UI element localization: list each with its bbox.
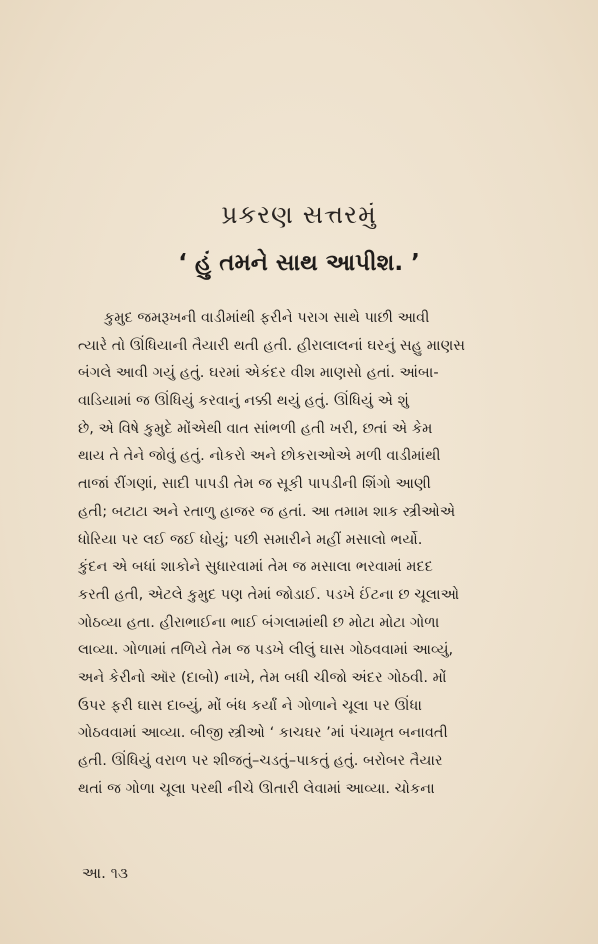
- text-line: ઉપર ફરી ઘાસ દાબ્યું, મોં બંધ કર્યાં ને ગોળાને ચૂલા પર ઊંધા: [78, 696, 422, 714]
- text-line: ગોઠવ્યા હતા. હીરાભાઈના ભાઈ બંગલામાંથી છ મોટા મોટા ગોળા: [78, 613, 440, 631]
- text-line: ધોરિયા પર લઈ જઈ ધોયું; પછી સમારીને મહીં મસાલો ભર્યો.: [78, 530, 423, 548]
- text-line: ગોઠવવામાં આવ્યા. બીજી સ્ત્રીઓ ‘ કાચઘર ’માં પંચામૃત બનાવતી: [78, 724, 448, 742]
- text-line: હતી. ઊંધિયું વરાળ પર શીજતું–ચડતું–પાકતું હતું. બરોબર તૈયાર: [78, 752, 443, 769]
- text-line: થતાં જ ગોળા ચૂલા પરથી નીચે ઊતારી લેવામાં આવ્યા. ચોકના: [78, 779, 435, 797]
- text-line: બંગલે આવી ગયું હતું. ઘરમાં એકંદર વીશ માણસો હતાં. આંબા-: [78, 364, 439, 382]
- text-line: કરતી હતી, એટલે કુમુદ પણ તેમાં જોડાઈ. પડખે ઈંટના છ ચૂલાઓ: [78, 585, 460, 603]
- text-line: કુંદન એ બધાં શાકોને સુધારવામાં તેમ જ મસાલા ભરવામાં મદદ: [78, 558, 433, 576]
- text-line: છે, એ વિષે કુમુદે મોંએથી વાત સાંભળી હતી ખરી, છતાં એ કેમ: [78, 419, 433, 437]
- text-line: ત્યારે તો ઊંધિયાની તૈયારી થતી હતી. હીરાલાલનાં ઘરનું સહુ માણસ: [78, 336, 466, 354]
- signature-mark: આ. ૧૩: [82, 864, 128, 882]
- text-line: તાજાં રીંગણાં, સાદી પાપડી તેમ જ સૂકી પાપડીની શિંગો આણી: [78, 475, 431, 493]
- body-text: [78, 304, 574, 802]
- chapter-title: ‘ હું તમને સાથ આપીશ. ’: [178, 250, 420, 276]
- text-line: હતી; બટાટા અને રતાળુ હાજર જ હતાં. આ તમામ શાક સ્ત્રીઓએ: [78, 502, 456, 520]
- chapter-label: પ્રકરણ સત્તરમું: [221, 200, 377, 229]
- text-line: લાવ્યા. ગોળામાં તળિયે તેમ જ પડખે લીલું ઘાસ ગોઠવવામાં આવ્યું,: [78, 641, 454, 659]
- text-line: વાડિયામાં જ ઊંધિયું કરવાનું નક્કી થયું હતું. ઊંધિયું એ શું: [78, 392, 409, 410]
- text-line: અને કેરીનો ઑર (દાબો) નાખે, તેમ બધી ચીજો અંદર ગોઠવી. મોં: [78, 668, 447, 686]
- text-line: થાય તે તેને જોવું હતું. નોકરો અને છોકરાઓએ મળી વાડીમાંથી: [78, 447, 441, 465]
- text-line: કુમુદ જમરૂખની વાડીમાંથી ફરીને પરાગ સાથે પાછી આવી: [104, 309, 430, 326]
